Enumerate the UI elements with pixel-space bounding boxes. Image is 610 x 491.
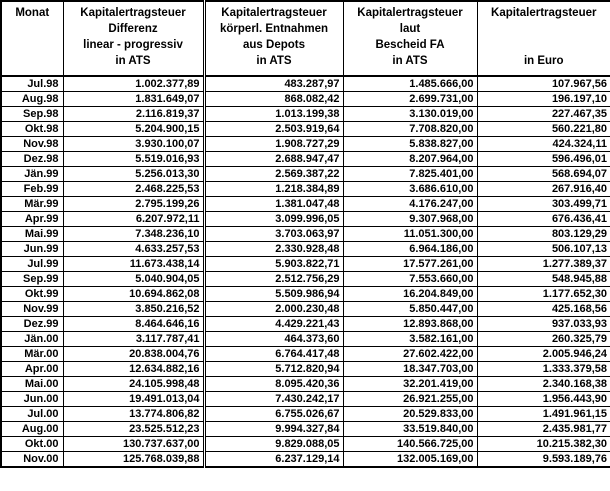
- value-cell: 937.033,93: [477, 317, 610, 332]
- month-cell: Jän.00: [1, 332, 63, 347]
- table-row: [1, 107, 610, 122]
- value-cell: 2.503.919,64: [204, 122, 343, 137]
- value-cell: 2.569.387,22: [204, 167, 343, 182]
- value-cell: 6.237.129,14: [204, 452, 343, 468]
- value-cell: 548.945,88: [477, 272, 610, 287]
- header-line: [4, 21, 61, 37]
- month-cell: Aug.98: [1, 92, 63, 107]
- header-line: [4, 37, 61, 53]
- table-row: [1, 76, 610, 92]
- value-cell: 7.553.660,00: [343, 272, 477, 287]
- value-cell: 5.903.822,71: [204, 257, 343, 272]
- value-cell: 1.491.961,15: [477, 407, 610, 422]
- value-cell: 424.324,11: [477, 137, 610, 152]
- value-cell: 3.099.996,05: [204, 212, 343, 227]
- value-cell: 596.496,01: [477, 152, 610, 167]
- value-cell: 3.703.063,97: [204, 227, 343, 242]
- value-cell: 9.994.327,84: [204, 422, 343, 437]
- header-line: laut: [399, 23, 421, 35]
- header-entnahmen-depots-ats: [204, 1, 343, 76]
- table-row: [1, 332, 610, 347]
- value-cell: 24.105.998,48: [63, 377, 204, 392]
- table-row: [1, 302, 610, 317]
- value-cell: 5.256.013,30: [63, 167, 204, 182]
- table-row: [1, 137, 610, 152]
- month-cell: Okt.00: [1, 437, 63, 452]
- value-cell: 16.204.849,00: [343, 287, 477, 302]
- value-cell: 6.964.186,00: [343, 242, 477, 257]
- header-line: Monat: [15, 7, 50, 19]
- header-row: [1, 1, 610, 76]
- table-header: [1, 1, 610, 76]
- value-cell: 568.694,07: [477, 167, 610, 182]
- value-cell: 1.831.649,07: [63, 92, 204, 107]
- month-cell: Jul.99: [1, 257, 63, 272]
- value-cell: 1.277.389,37: [477, 257, 610, 272]
- value-cell: 10.215.382,30: [477, 437, 610, 452]
- value-cell: 506.107,13: [477, 242, 610, 257]
- month-cell: Mai.00: [1, 377, 63, 392]
- header-line: in ATS: [256, 55, 292, 67]
- table-row: [1, 242, 610, 257]
- header-line: [480, 37, 609, 53]
- value-cell: 3.850.216,52: [63, 302, 204, 317]
- month-cell: Jän.99: [1, 167, 63, 182]
- value-cell: 1.218.384,89: [204, 182, 343, 197]
- header-line: in ATS: [115, 55, 151, 67]
- month-cell: Nov.98: [1, 137, 63, 152]
- header-differenz-ats: [63, 1, 204, 76]
- value-cell: 5.509.986,94: [204, 287, 343, 302]
- month-cell: Dez.98: [1, 152, 63, 167]
- value-cell: 1.908.727,29: [204, 137, 343, 152]
- value-cell: 2.688.947,47: [204, 152, 343, 167]
- month-cell: Sep.99: [1, 272, 63, 287]
- value-cell: 9.593.189,76: [477, 452, 610, 468]
- value-cell: 4.176.247,00: [343, 197, 477, 212]
- value-cell: 260.325,79: [477, 332, 610, 347]
- value-cell: 3.130.019,00: [343, 107, 477, 122]
- value-cell: 425.168,56: [477, 302, 610, 317]
- value-cell: 8.095.420,36: [204, 377, 343, 392]
- value-cell: 11.673.438,14: [63, 257, 204, 272]
- value-cell: 11.051.300,00: [343, 227, 477, 242]
- header-line: [480, 21, 609, 37]
- month-cell: Jun.99: [1, 242, 63, 257]
- month-cell: Aug.00: [1, 422, 63, 437]
- month-cell: Feb.99: [1, 182, 63, 197]
- value-cell: 33.519.840,00: [343, 422, 477, 437]
- header-bescheid-fa-ats: [343, 1, 477, 76]
- value-cell: 1.013.199,38: [204, 107, 343, 122]
- table-row: [1, 197, 610, 212]
- value-cell: 2.000.230,48: [204, 302, 343, 317]
- value-cell: 132.005.169,00: [343, 452, 477, 468]
- value-cell: 2.340.168,38: [477, 377, 610, 392]
- value-cell: 303.499,71: [477, 197, 610, 212]
- value-cell: 267.916,40: [477, 182, 610, 197]
- value-cell: 5.040.904,05: [63, 272, 204, 287]
- table-row: [1, 227, 610, 242]
- value-cell: 7.430.242,17: [204, 392, 343, 407]
- value-cell: 12.893.868,00: [343, 317, 477, 332]
- header-line: körperl. Entnahmen: [220, 23, 328, 35]
- value-cell: 2.512.756,29: [204, 272, 343, 287]
- header-line: Bescheid FA: [375, 39, 445, 51]
- value-cell: 868.082,42: [204, 92, 343, 107]
- value-cell: 2.699.731,00: [343, 92, 477, 107]
- value-cell: 1.485.666,00: [343, 76, 477, 92]
- month-cell: Mär.00: [1, 347, 63, 362]
- value-cell: 5.712.820,94: [204, 362, 343, 377]
- table-row: [1, 437, 610, 452]
- header-line: Kapitalertragsteuer: [491, 7, 597, 19]
- value-cell: 464.373,60: [204, 332, 343, 347]
- value-cell: 2.116.819,37: [63, 107, 204, 122]
- value-cell: 803.129,29: [477, 227, 610, 242]
- header-line: in Euro: [523, 55, 564, 67]
- value-cell: 130.737.637,00: [63, 437, 204, 452]
- month-cell: Apr.00: [1, 362, 63, 377]
- header-line: linear - progressiv: [83, 39, 183, 51]
- month-cell: Mai.99: [1, 227, 63, 242]
- value-cell: 9.307.968,00: [343, 212, 477, 227]
- value-cell: 3.930.100,07: [63, 137, 204, 152]
- header-line: Kapitalertragsteuer: [357, 7, 463, 19]
- value-cell: 4.633.257,53: [63, 242, 204, 257]
- value-cell: 5.838.827,00: [343, 137, 477, 152]
- value-cell: 6.764.417,48: [204, 347, 343, 362]
- value-cell: 7.348.236,10: [63, 227, 204, 242]
- header-line: Kapitalertragsteuer: [221, 7, 327, 19]
- table-row: [1, 182, 610, 197]
- value-cell: 2.468.225,53: [63, 182, 204, 197]
- value-cell: 17.577.261,00: [343, 257, 477, 272]
- value-cell: 1.956.443,90: [477, 392, 610, 407]
- value-cell: 1.333.379,58: [477, 362, 610, 377]
- header-monat: [1, 1, 63, 76]
- value-cell: 26.921.255,00: [343, 392, 477, 407]
- table-row: [1, 452, 610, 468]
- header-line: aus Depots: [243, 39, 305, 51]
- value-cell: 2.330.928,48: [204, 242, 343, 257]
- value-cell: 10.694.862,08: [63, 287, 204, 302]
- month-cell: Mär.99: [1, 197, 63, 212]
- value-cell: 5.850.447,00: [343, 302, 477, 317]
- table-row: [1, 422, 610, 437]
- value-cell: 2.795.199,26: [63, 197, 204, 212]
- value-cell: 32.201.419,00: [343, 377, 477, 392]
- value-cell: 1.177.652,30: [477, 287, 610, 302]
- value-cell: 2.435.981,77: [477, 422, 610, 437]
- table-row: [1, 92, 610, 107]
- value-cell: 3.117.787,41: [63, 332, 204, 347]
- month-cell: Jul.00: [1, 407, 63, 422]
- month-cell: Okt.98: [1, 122, 63, 137]
- value-cell: 560.221,80: [477, 122, 610, 137]
- value-cell: 27.602.422,00: [343, 347, 477, 362]
- table-row: [1, 212, 610, 227]
- value-cell: 2.005.946,24: [477, 347, 610, 362]
- table-row: [1, 347, 610, 362]
- month-cell: Nov.99: [1, 302, 63, 317]
- value-cell: 3.582.161,00: [343, 332, 477, 347]
- value-cell: 5.204.900,15: [63, 122, 204, 137]
- value-cell: 8.207.964,00: [343, 152, 477, 167]
- value-cell: 6.207.972,11: [63, 212, 204, 227]
- value-cell: 20.838.004,76: [63, 347, 204, 362]
- value-cell: 676.436,41: [477, 212, 610, 227]
- table-row: [1, 287, 610, 302]
- value-cell: 227.467,35: [477, 107, 610, 122]
- value-cell: 3.686.610,00: [343, 182, 477, 197]
- value-cell: 23.525.512,23: [63, 422, 204, 437]
- table-row: [1, 272, 610, 287]
- header-line: [4, 53, 61, 69]
- value-cell: 4.429.221,43: [204, 317, 343, 332]
- table-row: [1, 167, 610, 182]
- table-row: [1, 377, 610, 392]
- value-cell: 19.491.013,04: [63, 392, 204, 407]
- value-cell: 1.381.047,48: [204, 197, 343, 212]
- header-line: Differenz: [108, 23, 158, 35]
- value-cell: 6.755.026,67: [204, 407, 343, 422]
- table-row: [1, 152, 610, 167]
- month-cell: Nov.00: [1, 452, 63, 468]
- table-body: [1, 76, 610, 467]
- table-row: [1, 317, 610, 332]
- month-cell: Jul.98: [1, 76, 63, 92]
- header-line: Kapitalertragsteuer: [80, 7, 186, 19]
- table-row: [1, 257, 610, 272]
- month-cell: Okt.99: [1, 287, 63, 302]
- header-line: in ATS: [392, 55, 428, 67]
- month-cell: Apr.99: [1, 212, 63, 227]
- value-cell: 483.287,97: [204, 76, 343, 92]
- value-cell: 18.347.703,00: [343, 362, 477, 377]
- value-cell: 5.519.016,93: [63, 152, 204, 167]
- month-cell: Dez.99: [1, 317, 63, 332]
- value-cell: 7.825.401,00: [343, 167, 477, 182]
- table-row: [1, 407, 610, 422]
- value-cell: 125.768.039,88: [63, 452, 204, 468]
- value-cell: 12.634.882,16: [63, 362, 204, 377]
- month-cell: Jun.00: [1, 392, 63, 407]
- value-cell: 7.708.820,00: [343, 122, 477, 137]
- value-cell: 9.829.088,05: [204, 437, 343, 452]
- table-row: [1, 362, 610, 377]
- value-cell: 8.464.646,16: [63, 317, 204, 332]
- value-cell: 196.197,10: [477, 92, 610, 107]
- value-cell: 107.967,56: [477, 76, 610, 92]
- value-cell: 1.002.377,89: [63, 76, 204, 92]
- table-row: [1, 392, 610, 407]
- month-cell: Sep.98: [1, 107, 63, 122]
- value-cell: 140.566.725,00: [343, 437, 477, 452]
- header-in-euro: [477, 1, 610, 76]
- value-cell: 13.774.806,82: [63, 407, 204, 422]
- table-row: [1, 122, 610, 137]
- value-cell: 20.529.833,00: [343, 407, 477, 422]
